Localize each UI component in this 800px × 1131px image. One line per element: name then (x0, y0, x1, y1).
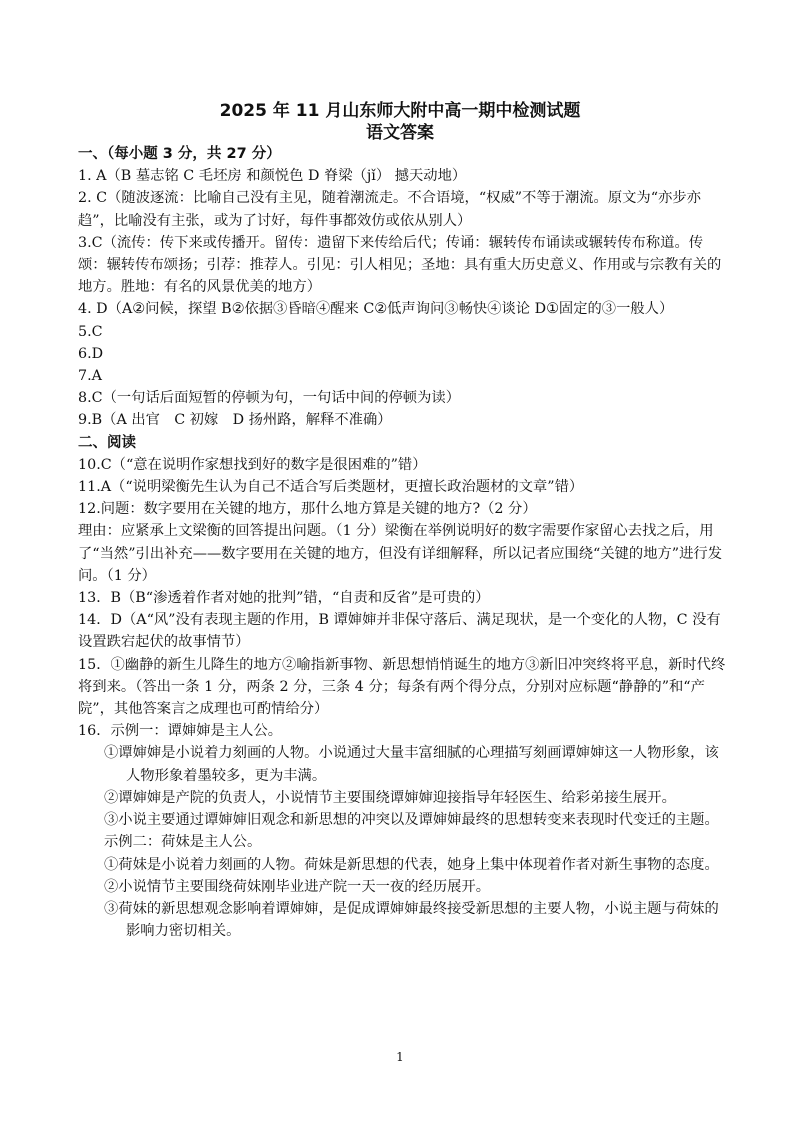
example-point: ②谭婶婶是产院的负责人，小说情节主要围绕谭婶婶迎接指导年轻医生、给彩弟接生展开。 (104, 789, 676, 806)
example-point: ③荷妹的新思想观念影响着谭婶婶，是促成谭婶婶最终接受新思想的主要人物，小说主题与荷妹的影响力密切相关。 (104, 900, 719, 940)
answer-body (78, 143, 728, 942)
answer-item: 6.D (78, 345, 104, 362)
section-heading-2: 二、阅读 (78, 434, 136, 451)
answer-item: 1. A（B 墓志铭 C 毛坯房 和颜悦色 D 脊梁（jǐ） 撼天动地） (78, 168, 467, 185)
page-title: 2025 年 11 月山东师大附中高一期中检测试题 (219, 101, 581, 121)
page-number: 1 (396, 1050, 404, 1064)
answer-item: 11.A（“说明梁衡先生认为自己不适合写后类题材，更擅长政治题材的文章”错） (78, 479, 584, 496)
answer-item: 16．示例一：谭婶婶是主人公。 (78, 723, 283, 740)
answer-item: 13．B（B“渗透着作者对她的批判”错，“自责和反省”是可贵的） (78, 590, 490, 607)
answer-item: 12.问题：数字要用在关键的地方，那什么地方算是关键的地方?（2 分） (78, 501, 537, 518)
answer-item: 9.B（A 出官 C 初嫁 D 扬州路，解释不准确） (78, 412, 392, 429)
page-subtitle: 语文答案 (366, 123, 434, 143)
answer-item: 7.A (78, 368, 102, 385)
example-point: ③小说主要通过谭婶婶旧观念和新思想的冲突以及谭婶婶最终的思想转变来表现时代变迁的主题。 (104, 812, 719, 829)
answer-item: 3.C（流传：传下来或传播开。留传：遗留下来传给后代；传诵：辗转传布诵读或辗转传布称道。传颂：辗转传布颂扬；引荐：推荐人。引见：引人相见；圣地：具有重大历史意义、作用或与宗教有关的地方。胜地：有名的风景优美的地方） (78, 234, 722, 296)
example-point: ①谭婶婶是小说着力刻画的人物。小说通过大量丰富细腻的心理描写刻画谭婶婶这一人物形象，该人物形象着墨较多，更为丰满。 (104, 745, 719, 784)
example-point: ②小说情节主要围绕荷妹刚毕业进产院一天一夜的经历展开。 (104, 878, 491, 895)
answer-item: 10.C（“意在说明作家想找到好的数字是很困难的”错） (78, 456, 427, 473)
answer-item: 14．D（A“风”没有表现主题的作用，B 谭婶婶并非保守落后、满足现状，是一个变化的人物，C 没有设置跌宕起伏的故事情节） (78, 612, 721, 651)
section-heading-1: 一、（每小题 3 分，共 27 分） (78, 146, 281, 162)
answer-item: 2. C（随波逐流：比喻自己没有主见，随着潮流走。不合语境，“权威”不等于潮流。原文为“亦步亦趋”，比喻没有主张，或为了讨好，每件事都效仿或依从别人） (78, 190, 701, 229)
answer-item: 15．①幽静的新生儿降生的地方②喻指新事物、新思想悄悄诞生的地方③新旧冲突终将平息，新时代终将到来。（答出一条 1 分，两条 2 分，三条 4 分；每条有两个得分点，分别对应标题“静静的”和“产院”，其他答案言之成理也可酌情给分） (78, 656, 726, 718)
example-point: ①荷妹是小说着力刻画的人物。荷妹是新思想的代表，她身上集中体现着作者对新生事物的态度。 (104, 856, 719, 873)
example-heading: 示例二：荷妹是主人公。 (104, 834, 262, 851)
answer-item: 8.C（一句话后面短暂的停顿为句，一句话中间的停顿为读） (78, 390, 460, 407)
answer-item: 5.C (78, 323, 103, 340)
answer-item: 4. D（A②问候，探望 B②依据③昏暗④醒来 C②低声询问③畅快④谈论 D①固定的③一般人） (78, 301, 674, 318)
answer-item: 理由：应紧承上文梁衡的回答提出问题。（1 分）梁衡在举例说明好的数字需要作家留心去找之后，用了“当然”引出补充——数字要用在关键的地方，但没有详细解释，所以记者应围绕“关键的地方”进行发问。（1 分） (78, 523, 722, 584)
